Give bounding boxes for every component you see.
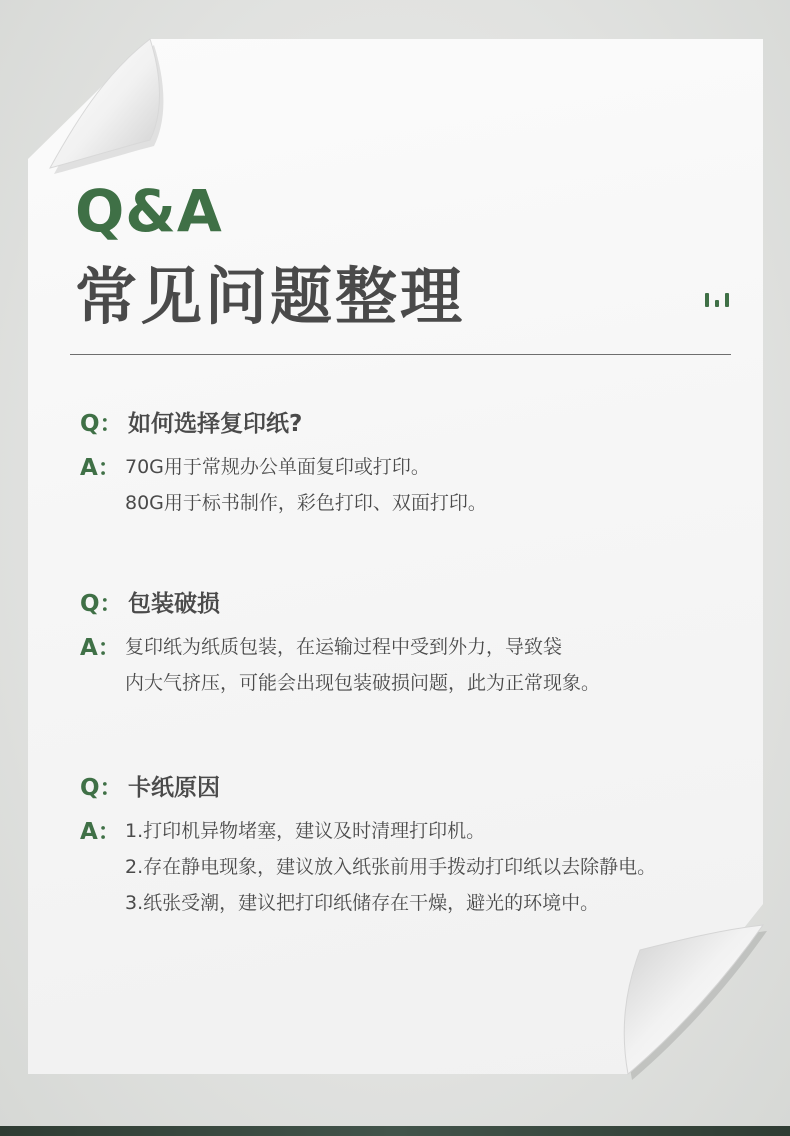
answer-line: 80G用于标书制作，彩色打印、双面打印。 bbox=[125, 492, 487, 514]
answer-line: 70G用于常规办公单面复印或打印。 bbox=[125, 456, 430, 478]
answer-row bbox=[80, 813, 740, 921]
faq-item bbox=[80, 585, 740, 701]
bar-mark bbox=[715, 300, 719, 307]
answer-prefix: A： bbox=[80, 635, 121, 661]
question-row bbox=[80, 585, 740, 619]
question-prefix: Q： bbox=[80, 775, 123, 801]
answer-row bbox=[80, 629, 740, 701]
page-title: 常见问题整理 bbox=[75, 260, 466, 333]
question-text: 卡纸原因 bbox=[128, 775, 220, 801]
answer-text bbox=[125, 629, 740, 701]
answer-prefix: A： bbox=[80, 455, 121, 481]
faq-item bbox=[80, 405, 740, 521]
question-text: 如何选择复印纸? bbox=[128, 411, 303, 437]
bar-mark bbox=[725, 293, 729, 307]
bars-icon bbox=[703, 287, 731, 307]
question-text: 包装破损 bbox=[128, 591, 220, 617]
answer-line: 内大气挤压，可能会出现包装破损问题，此为正常现象。 bbox=[125, 672, 601, 694]
question-row bbox=[80, 405, 740, 439]
answer-line: 2.存在静电现象，建议放入纸张前用手拨动打印纸以去除静电。 bbox=[125, 856, 657, 878]
answer-text bbox=[125, 813, 740, 921]
question-prefix: Q： bbox=[80, 591, 123, 617]
answer-prefix: A： bbox=[80, 819, 121, 845]
qa-title: Q&A bbox=[75, 177, 223, 245]
answer-row bbox=[80, 449, 740, 521]
answer-line: 3.纸张受潮，建议把打印纸储存在干燥，避光的环境中。 bbox=[125, 892, 600, 914]
answer-line: 复印纸为纸质包装，在运输过程中受到外力，导致袋 bbox=[125, 636, 563, 658]
question-row bbox=[80, 769, 740, 803]
question-prefix: Q： bbox=[80, 411, 123, 437]
answer-line: 1.打印机异物堵塞，建议及时清理打印机。 bbox=[125, 820, 486, 842]
answer-text bbox=[125, 449, 740, 521]
title-divider bbox=[70, 354, 731, 355]
bar-mark bbox=[705, 293, 709, 307]
bottom-strip bbox=[0, 1126, 790, 1136]
faq-item bbox=[80, 769, 740, 921]
